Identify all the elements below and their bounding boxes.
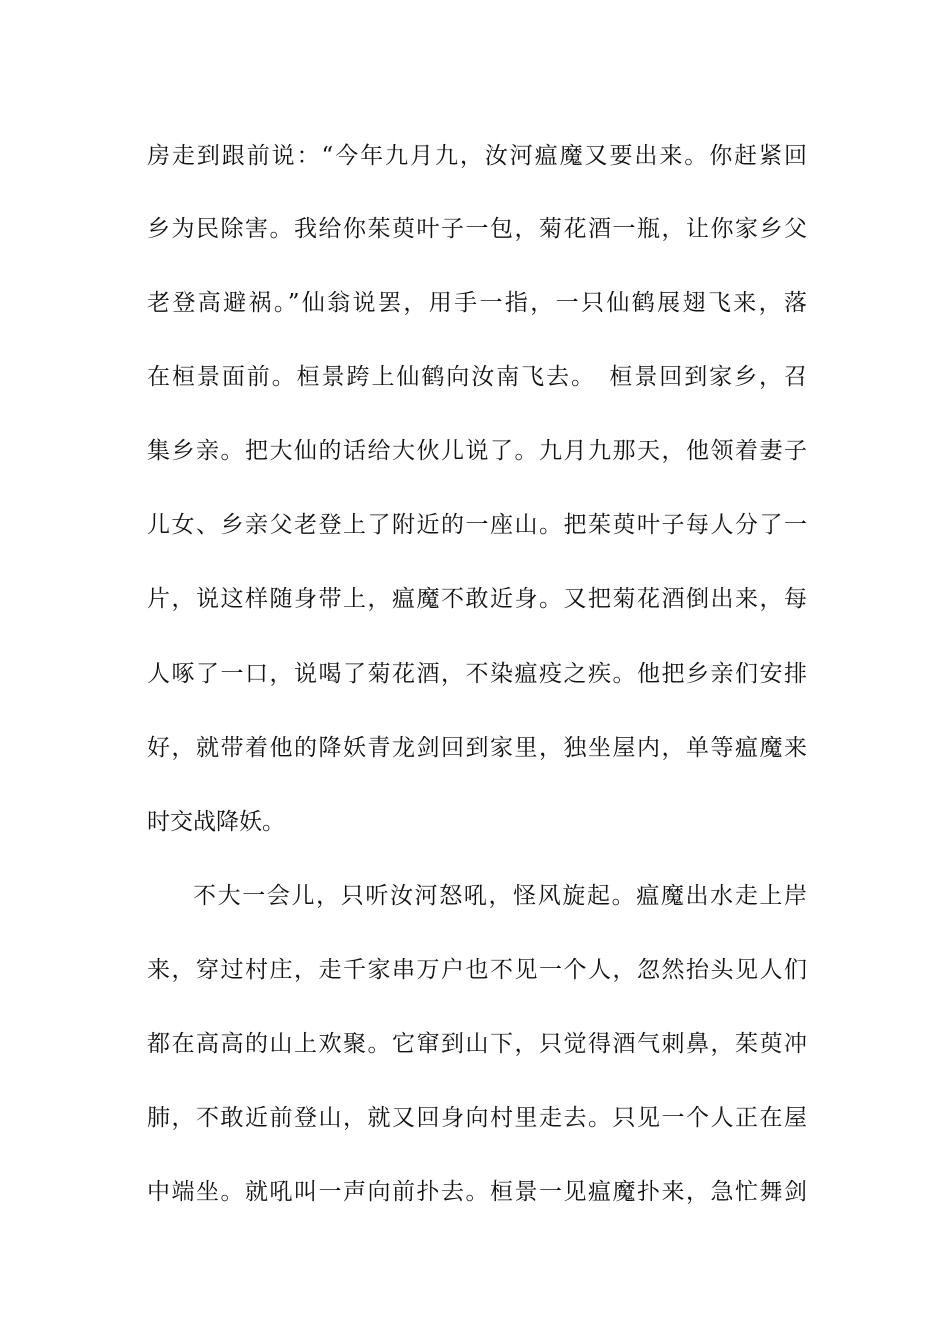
- text-line: 人啄了一口，说喝了菊花酒，不染瘟疫之疾。他把乡亲们安排: [147, 661, 807, 687]
- text-line: 肺，不敢近前登山，就又回身向村里走去。只见一个人正在屋: [147, 1105, 807, 1131]
- text-line: 房走到跟前说：“今年九月九，汝河瘟魔又要出来。你赶紧回: [147, 143, 807, 169]
- text-line-paragraph-start: 不大一会儿，只听汝河怒吼，怪风旋起。瘟魔出水走上岸: [193, 883, 807, 909]
- text-line: 来，穿过村庄，走千家串万户也不见一个人，忽然抬头见人们: [147, 957, 807, 983]
- text-line: 好，就带着他的降妖青龙剑回到家里，独坐屋内，单等瘟魔来: [147, 735, 807, 761]
- text-line-paragraph-end: 时交战降妖。: [147, 809, 285, 835]
- text-line: 集乡亲。把大仙的话给大伙儿说了。九月九那天，他领着妻子: [147, 438, 807, 464]
- text-line: 片，说这样随身带上，瘟魔不敢近身。又把菊花酒倒出来，每: [147, 586, 807, 612]
- text-line: 在桓景面前。桓景跨上仙鹤向汝南飞去。 桓景回到家乡，召: [147, 364, 807, 390]
- text-line: 中端坐。就吼叫一声向前扑去。桓景一见瘟魔扑来，急忙舞剑: [147, 1179, 807, 1205]
- text-line: 乡为民除害。我给你茱萸叶子一包，菊花酒一瓶，让你家乡父: [147, 216, 807, 242]
- text-line: 儿女、乡亲父老登上了附近的一座山。把茱萸叶子每人分了一: [147, 512, 807, 538]
- text-line: 都在高高的山上欢聚。它窜到山下，只觉得酒气刺鼻，茱萸冲: [147, 1031, 807, 1057]
- text-line: 老登高避祸。”仙翁说罢，用手一指，一只仙鹤展翅飞来，落: [147, 290, 807, 316]
